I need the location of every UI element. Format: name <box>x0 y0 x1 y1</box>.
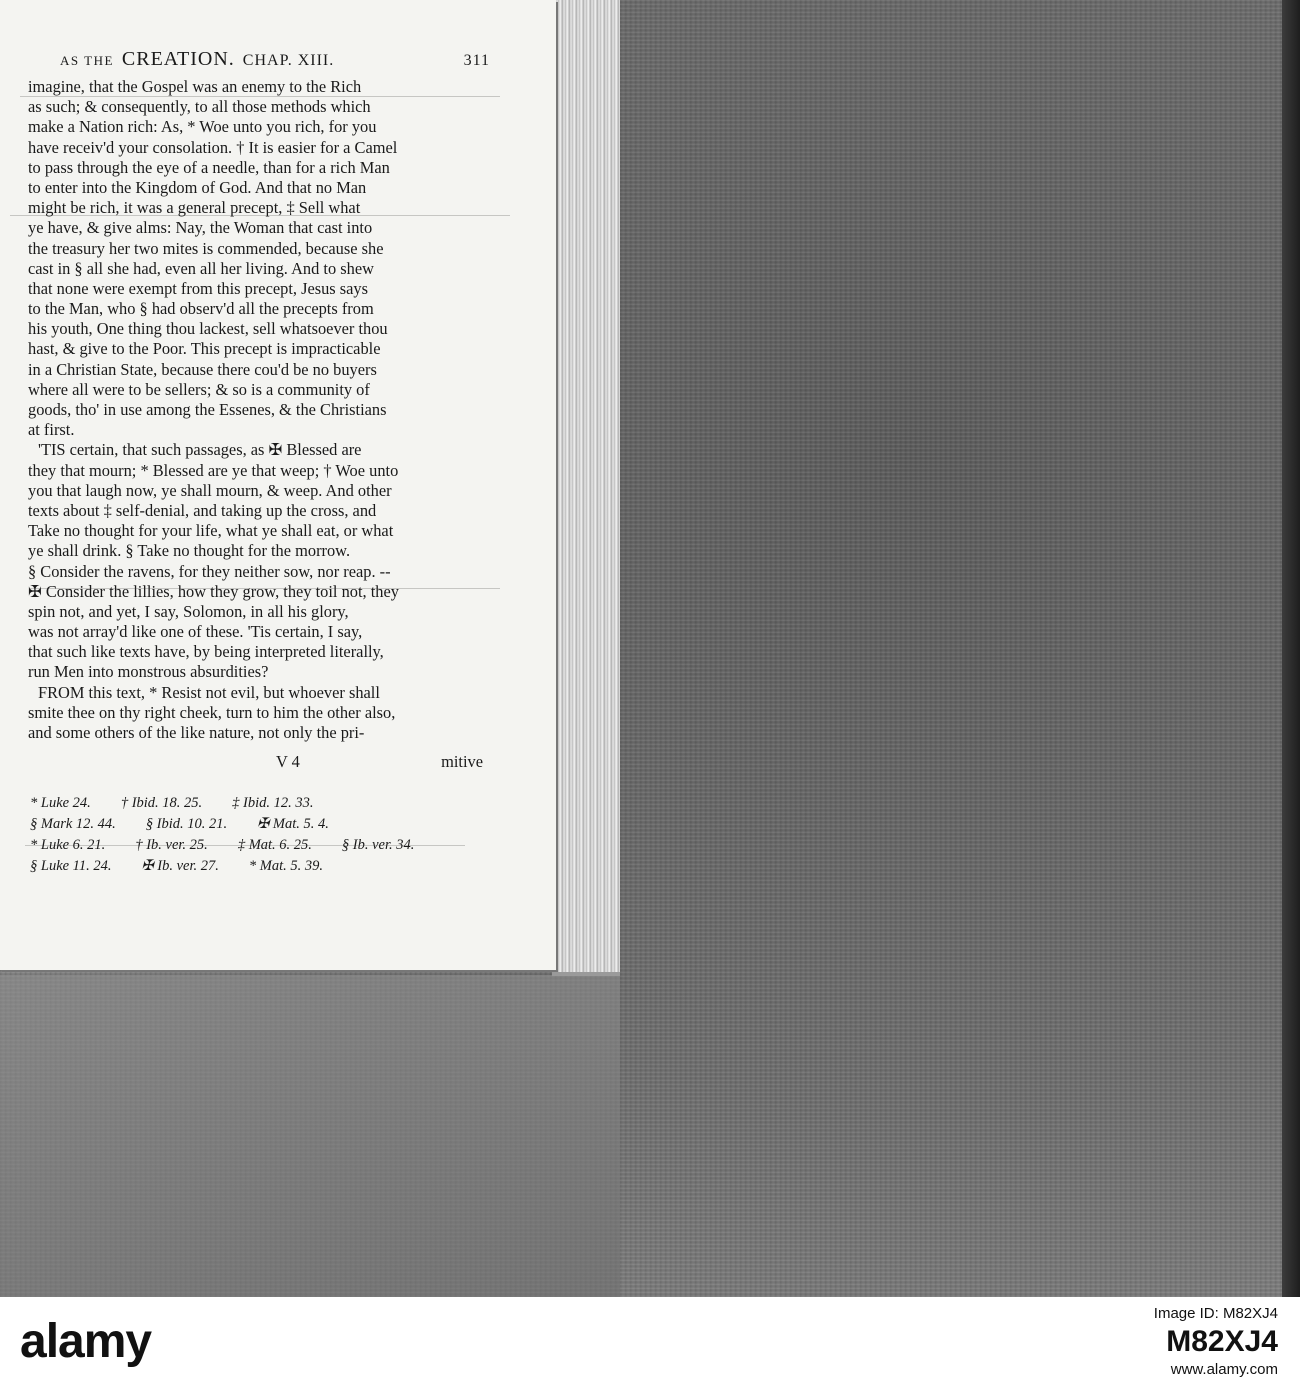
text-line: his youth, One thing thou lackest, sell whatsoever thou <box>28 319 388 339</box>
catchword: mitive <box>441 752 483 771</box>
image-url: www.alamy.com <box>1170 1361 1278 1378</box>
footnote-ref: ✠ Mat. 5. 4. <box>257 816 329 832</box>
text-line: and some others of the like nature, not only the pri- <box>28 723 365 742</box>
footnote-ref: † Ib. ver. 25. <box>135 837 208 853</box>
scan-scratch <box>10 215 510 216</box>
image-identifier <box>1154 1304 1278 1380</box>
text-line: to pass through the eye of a needle, than for a rich Man <box>28 157 390 177</box>
footnote-ref: § Ib. ver. 34. <box>341 837 415 853</box>
text-line: where all were to be sellers; & so is a community of <box>28 379 370 399</box>
text-line: goods, tho' in use among the Essenes, & the Christians <box>28 400 387 419</box>
footnote-row <box>30 793 460 814</box>
signature-mark: V 4 <box>276 752 300 771</box>
text-line: texts about ‡ self-denial, and taking up the cross, and <box>28 500 377 520</box>
signature-line <box>28 751 483 773</box>
body-text <box>28 77 483 743</box>
text-line: was not array'd like one of these. 'Tis certain, I say, <box>28 622 363 642</box>
alamy-logo: alamy <box>20 1315 152 1368</box>
footnote-ref: ‡ Ibid. 12. 33. <box>232 795 314 811</box>
text-line: to enter into the Kingdom of God. And that no Man <box>28 177 367 197</box>
page-edges <box>552 0 620 976</box>
lower-shadow <box>0 975 620 1297</box>
text-line: spin not, and yet, I say, Solomon, in all his glory, <box>28 601 349 621</box>
text-line: in a Christian State, because there cou'd be no buyers <box>28 359 377 379</box>
text-line: they that mourn; * Blessed are ye that weep; † Woe unto <box>28 460 399 480</box>
scan-scratch <box>25 845 465 846</box>
footnote-row <box>30 856 460 877</box>
footnote-ref: † Ibid. 18. 25. <box>120 795 203 811</box>
footnote-ref: * Mat. 5. 39. <box>248 858 323 874</box>
text-line: make a Nation rich: As, * Woe unto you rich, for you <box>28 117 377 137</box>
scan-scratch <box>20 96 500 97</box>
text-line: Take no thought for your life, what ye shall eat, or what <box>28 521 394 541</box>
scan-scratch <box>30 588 500 589</box>
text-line: 'TIS certain, that such passages, as ✠ Blessed are <box>38 440 362 460</box>
footnote-ref: ‡ Mat. 6. 25. <box>237 837 312 853</box>
footnote-ref: * Luke 24. <box>30 795 91 811</box>
footnote-ref: § Mark 12. 44. <box>30 816 116 832</box>
footnotes <box>30 793 460 877</box>
text-line: smite thee on thy right cheek, turn to him the other also, <box>28 702 396 722</box>
text-line: might be rich, it was a general precept, ‡ Sell what <box>28 198 361 218</box>
text-line: you that laugh now, ye shall mourn, & weep. And other <box>28 480 392 500</box>
text-line: to the Man, who § had observ'd all the precepts from <box>28 299 374 319</box>
page-number: 311 <box>463 52 490 69</box>
text-line: run Men into monstrous absurdities? <box>28 662 269 682</box>
footnote-ref: ✠ Ib. ver. 27. <box>141 858 219 874</box>
text-line: the treasury her two mites is commended, because she <box>28 238 384 258</box>
footnote-ref: § Ibid. 10. 21. <box>145 816 228 832</box>
text-line: § Consider the ravens, for they neither sow, nor reap. -- <box>28 561 391 581</box>
running-head-prefix: AS THE <box>60 53 114 68</box>
image-id: M82XJ4 <box>1166 1325 1278 1358</box>
running-head-title: CREATION. <box>121 48 235 70</box>
text-line: as such; & consequently, to all those methods which <box>28 97 371 117</box>
text-line: cast in § all she had, even all her living. And to shew <box>28 258 374 278</box>
text-line: imagine, that the Gospel was an enemy to the Rich <box>28 77 362 96</box>
running-head <box>60 48 490 74</box>
footnote-row <box>30 814 460 835</box>
text-line: ye shall drink. § Take no thought for the morrow. <box>28 541 351 561</box>
running-head-chapter: CHAP. XIII. <box>242 52 335 69</box>
text-line: that such like texts have, by being interpreted literally, <box>28 642 384 662</box>
text-line: at first. <box>28 420 75 440</box>
text-line: hast, & give to the Poor. This precept is impracticable <box>28 339 381 359</box>
image-id-label: Image ID: M82XJ4 <box>1153 1305 1278 1322</box>
text-line: ye have, & give alms: Nay, the Woman that cast into <box>28 218 373 238</box>
text-line: FROM this text, * Resist not evil, but whoever shall <box>38 682 380 702</box>
book-page <box>0 0 556 970</box>
watermark-footer <box>0 1297 1300 1386</box>
text-line: have receiv'd your consolation. † It is easier for a Camel <box>28 137 398 157</box>
right-dark-edge <box>1282 0 1300 1297</box>
footnote-ref: § Luke 11. 24. <box>30 858 112 874</box>
footnote-ref: * Luke 6. 21. <box>30 837 106 853</box>
text-line: that none were exempt from this precept, Jesus says <box>28 278 369 298</box>
text-line: ✠ Consider the lillies, how they grow, they toil not, they <box>28 581 399 601</box>
